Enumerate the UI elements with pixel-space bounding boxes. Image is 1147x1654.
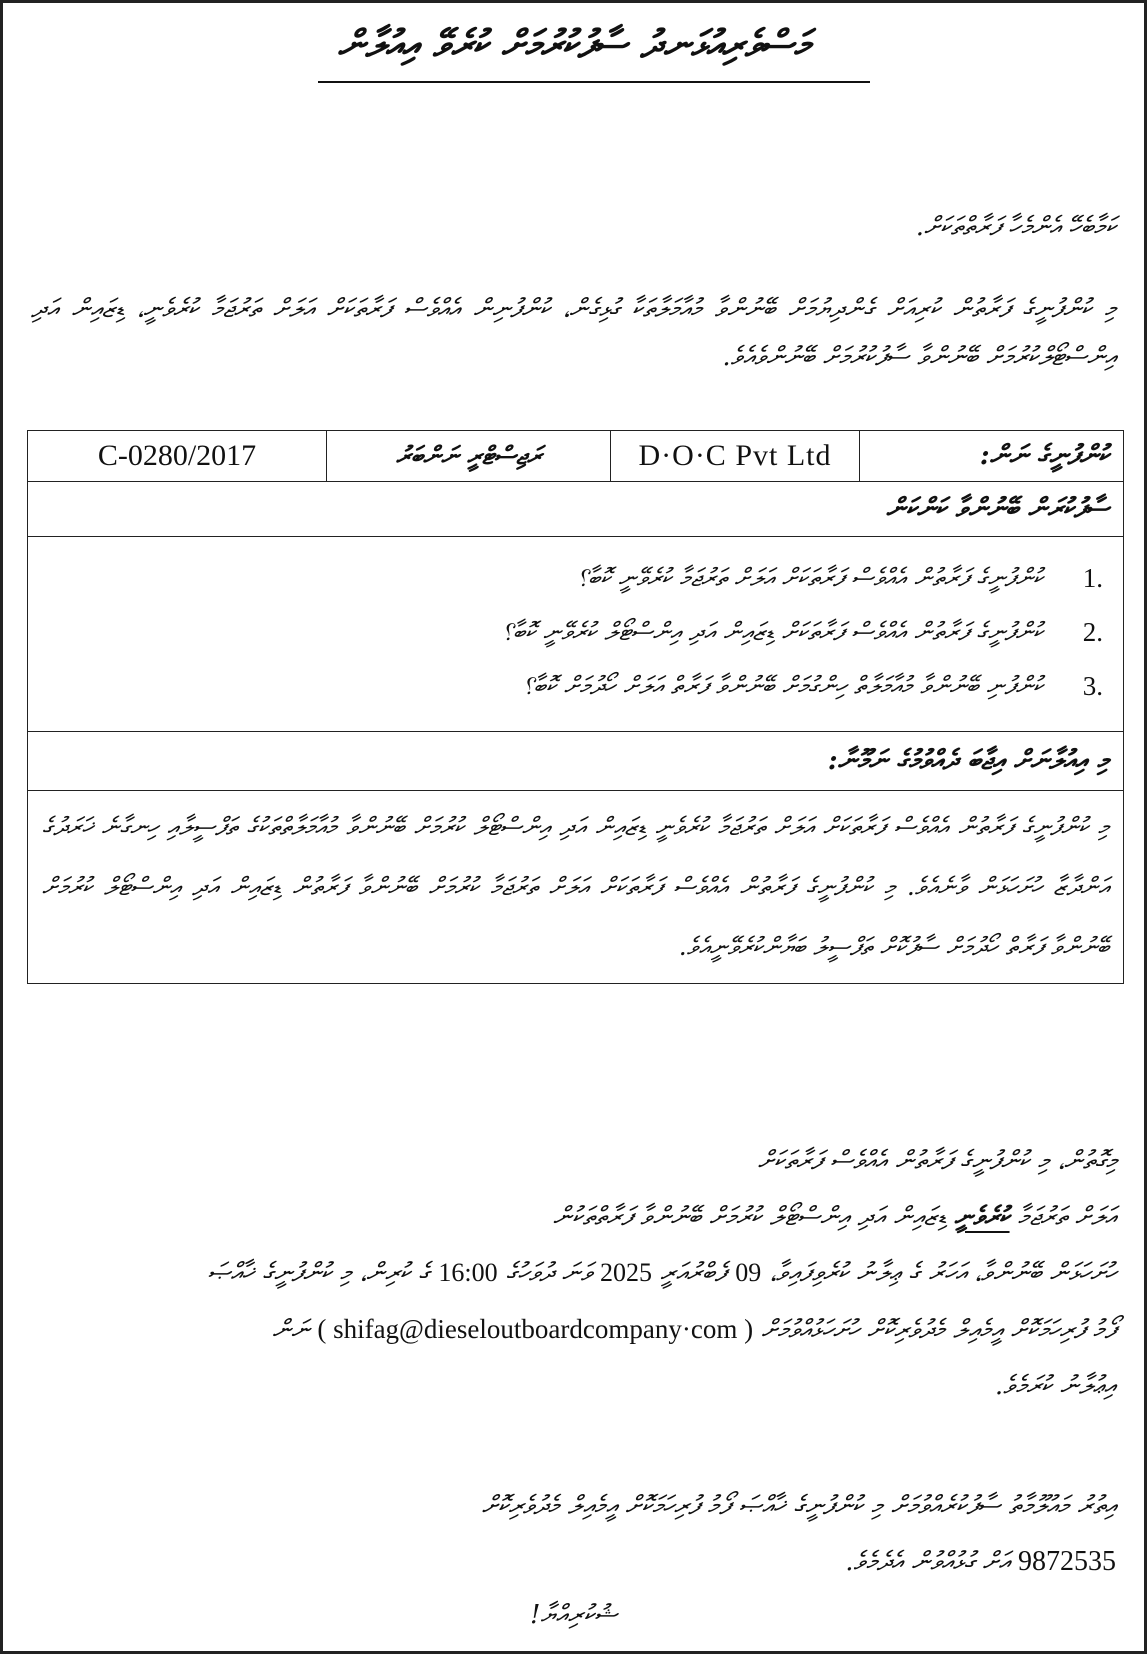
section-heading: ސާފުކުރަން ބޭނުންވާ ކަންކަން <box>28 482 1124 537</box>
submission-underlined-word: ކުރެވެނީ <box>954 1202 1010 1232</box>
submission-line-4 <box>31 1301 1116 1358</box>
submission-line-2-pre: އަލަށް ތަރުޖަމާ <box>1017 1202 1116 1232</box>
intro-subject: ކަމާބެހޭ އެންމެހާ ފަރާތްތަކަށް. <box>915 212 1116 242</box>
notice-table <box>27 430 1124 984</box>
submission-line-3-post: ގެ ކުރިން، މި ކުންފުނީގެ ޚާއްޞަ <box>207 1258 431 1288</box>
submission-line-3-pre: ހުށަހަޅަން ބޭނުންވާ، އަހަރު ގެ ޢިލާނު ކުރެވިފައިވާ، <box>769 1258 1116 1288</box>
items-row <box>28 537 1124 732</box>
submission-line-3 <box>31 1245 1116 1301</box>
submission-line-1: މިގޮތުން، މި ކުންފުނީގެ ފަރާތުން އެއްވެސް ފަރާތަކަށް <box>757 1146 1116 1176</box>
company-label: ކުންފުނީގެ ނަން: <box>979 440 1109 471</box>
title-underline <box>318 81 870 83</box>
deadline-time: 16:00 <box>438 1258 498 1287</box>
company-row <box>28 431 1124 482</box>
deadline-day: 09 <box>735 1258 762 1287</box>
list-item <box>48 551 1103 605</box>
contact-line-2-text: އަށް ގުޅުއްވުން އެދެމެވެ. <box>845 1547 1010 1577</box>
contact-line-1: އިތުރު މައުލޫމާތު ސާފުކުރެއްވުމަށް މި ކުންފުނީގެ ޚާއްޞަ ފޯމު ފުރިހަމަކޮށް އީމެއިލް މެދުވެރިކޮށް <box>481 1491 1116 1521</box>
contact-block <box>31 1478 1116 1590</box>
company-name: D·O·C Pvt Ltd <box>638 439 832 472</box>
deadline-year: 2025 <box>599 1258 652 1287</box>
submission-line-3-mid: ވަނަ ދުވަހުގެ <box>505 1258 592 1288</box>
item-number: 1. <box>1082 562 1103 593</box>
submission-line-2 <box>31 1189 1116 1245</box>
contact-phone[interactable]: 9872535 <box>1018 1546 1116 1577</box>
list-item <box>48 659 1103 713</box>
submission-line-2-post: ޑިޒައިން އަދި އިންސްޓޯލް ކުރުމަށް ބޭނުންވާ ފަރާތްތަކުން <box>552 1202 947 1232</box>
reg-label: ރަޖިސްޓްރީ ނަންބަރު <box>396 441 541 470</box>
submission-block <box>31 1133 1116 1414</box>
reg-number-cell <box>28 431 327 482</box>
desc-heading-row <box>28 732 1124 791</box>
contact-line-2 <box>31 1534 1116 1590</box>
reg-label-cell <box>327 431 611 482</box>
submission-line-5: އިޢުލާނު ކުރަމެވެ. <box>994 1371 1116 1401</box>
section-heading-row <box>28 482 1124 537</box>
desc-heading: މި އިއުލާނަށް އިޖާބަ ދެއްވުމުގެ ނަމޫނާ: <box>28 732 1124 791</box>
item-number: 3. <box>1082 670 1103 701</box>
item-number: 2. <box>1082 616 1103 647</box>
intro-body: މި ކުންފުނީގެ ފަރާތުން ކުރިއަށް ގެންދިޔުމަށް ބޭނުންވާ މުއާމަލާތަކާ ގުޅިގެން، ކުންފުނިން އެއްވެސް ފަރާތަކަށް އަލަށް ތަރުޖަމާ ކުރެވެނީ، ޑިޒައިން އަދި އިންސްޓޯލްކުރުމަށް ބޭނުންވާ ސާފުކުރުމަށް ބޭނުންވެއެވެ. <box>31 294 1116 372</box>
closing-text: ޝުކުރިއްޔާ! <box>529 1600 618 1630</box>
desc-body: މި ކުންފުނީގެ ފަރާތުން އެއްވެސް ފަރާތަކަށް އަލަށް ތަރުޖަމާ ކުރެވެނީ ޑިޒައިން އަދި އިންސްޓޯލް ކުރުމަށް ބޭނުންވާ މުއާމަލާތްތަކުގެ ތަފްސީލާއި ހިނގާނެ ޚަރަދުގެ އަންދާޒާ ހުށަހަޅަން ވާނެއެވެ. މި ކުންފުނީގެ ފަރާތުން އެއްވެސް ފަރާތަކަށް އަލަށް ތަރުޖަމާ ކުރުމަށް ބޭނުންވާ ފަރާތުން ޑިޒައިން އަދި އިންސްޓޯލް ކުރުމަށް ބޭނުންވާ ފަރާތް ހޯދުމަށް ސާފުކޮށް ތަފްސީލު ބަޔާންކުރެވޭނީއެވެ. <box>28 791 1124 984</box>
list-item <box>48 605 1103 659</box>
company-name-cell <box>611 431 860 482</box>
contact-email[interactable]: ( shifag@dieseloutboardcompany·com ) <box>317 1314 754 1344</box>
item-text: ކުންފުނި ބޭނުންވާ މުއާމަލާތް ހިންގުމަށް ބޭނުންވާ ފަރާތް އަލަށް ހޯދުމަށް ކޮބާ؟ <box>522 671 1043 700</box>
reg-number: C-0280/2017 <box>97 439 257 472</box>
deadline-month: ފެބްރުއަރީ <box>660 1258 727 1288</box>
submission-line-4-post: ނަން <box>272 1315 310 1345</box>
items-cell <box>28 537 1124 732</box>
page-title: މަސްވެރިއުޅަނދު ސާފުކުރުމަށް ކުރެވޭ އިއުލާން <box>337 21 810 66</box>
item-text: ކުންފުނީގެ ފަރާތުން އެއްވެސް ފަރާތަކަށް ޑިޒައިން އަދި އިންސްޓޯލް ކުރެވޭނީ ކޮބާ؟ <box>501 617 1043 646</box>
desc-body-row <box>28 791 1124 984</box>
submission-line-4-pre: ފޯމު ފުރިހަމަކޮށް އީމެއިލް މެދުވެރިކޮށް ހުށަހަޅުއްވުމަށް <box>761 1315 1116 1345</box>
item-text: ކުންފުނީގެ ފަރާތުން އެއްވެސް ފަރާތަކަށް އަލަށް ތަރުޖަމާ ކުރެވޭނީ ކޮބާ؟ <box>576 563 1043 592</box>
company-label-cell <box>860 431 1124 482</box>
